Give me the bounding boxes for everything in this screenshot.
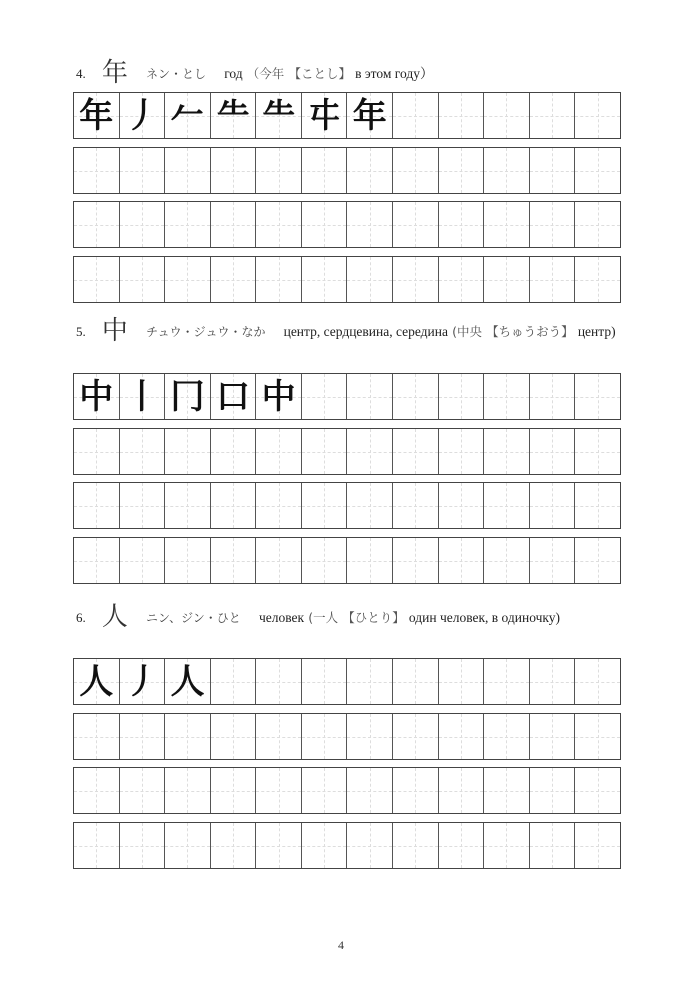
practice-cell <box>256 483 302 528</box>
practice-cell <box>302 429 348 474</box>
practice-cell <box>302 202 348 247</box>
practice-cell <box>211 93 257 138</box>
practice-row <box>73 713 621 760</box>
practice-cell <box>211 768 257 813</box>
practice-cell <box>575 538 620 583</box>
practice-cell <box>575 483 620 528</box>
entry-heading-hito <box>76 602 636 632</box>
practice-cell <box>256 429 302 474</box>
practice-cell <box>165 202 211 247</box>
practice-cell <box>74 148 120 193</box>
practice-cell <box>484 257 530 302</box>
practice-row <box>73 428 621 475</box>
practice-cell <box>347 768 393 813</box>
stroke-order-glyph: 年 <box>79 95 114 136</box>
practice-cell <box>165 93 211 138</box>
practice-cell <box>575 374 620 419</box>
practice-cell <box>575 768 620 813</box>
example-kana: 【ちゅうおう】 <box>486 324 574 339</box>
practice-cell <box>484 202 530 247</box>
practice-cell <box>256 257 302 302</box>
practice-cell <box>120 659 166 704</box>
stroke-order-glyph: ⺧ <box>216 95 251 136</box>
practice-cell <box>211 714 257 759</box>
entry-heading-nen <box>76 58 636 88</box>
practice-cell <box>120 714 166 759</box>
entry-meaning: человек <box>258 610 305 625</box>
practice-cell <box>393 257 439 302</box>
example-meaning: в этом году） <box>355 66 434 81</box>
practice-cell <box>211 374 257 419</box>
practice-cell <box>302 768 348 813</box>
practice-cell <box>439 714 485 759</box>
practice-cell <box>165 538 211 583</box>
practice-cell <box>484 483 530 528</box>
practice-cell <box>256 374 302 419</box>
practice-cell <box>530 202 576 247</box>
practice-cell <box>439 148 485 193</box>
practice-cell <box>439 483 485 528</box>
practice-cell <box>575 148 620 193</box>
practice-cell <box>393 93 439 138</box>
practice-cell <box>575 823 620 868</box>
practice-cell <box>74 93 120 138</box>
practice-cell <box>165 659 211 704</box>
stroke-order-glyph: 人 <box>170 661 205 702</box>
practice-cell <box>439 374 485 419</box>
practice-cell <box>484 374 530 419</box>
practice-cell <box>256 538 302 583</box>
practice-cell <box>393 538 439 583</box>
entry-reading: チュウ・ジュウ・なか <box>146 325 266 339</box>
practice-cell <box>211 483 257 528</box>
practice-cell <box>484 823 530 868</box>
stroke-order-glyph: 人 <box>79 661 114 702</box>
entry-number: 5. <box>76 324 86 339</box>
practice-cell <box>530 429 576 474</box>
practice-cell <box>530 823 576 868</box>
practice-cell <box>256 714 302 759</box>
practice-cell <box>439 429 485 474</box>
practice-cell <box>347 93 393 138</box>
practice-cell <box>484 429 530 474</box>
practice-cell <box>165 148 211 193</box>
practice-cell <box>165 257 211 302</box>
practice-cell <box>165 768 211 813</box>
entry-meaning: год <box>224 66 243 81</box>
practice-cell <box>347 538 393 583</box>
stroke-order-glyph: 㐄 <box>307 95 342 136</box>
practice-cell <box>439 659 485 704</box>
practice-cell <box>74 374 120 419</box>
stroke-order-glyph: 丨 <box>124 376 159 417</box>
practice-cell <box>439 202 485 247</box>
practice-cell <box>74 429 120 474</box>
example-meaning: центр) <box>577 324 616 339</box>
practice-cell <box>302 659 348 704</box>
practice-cell <box>393 148 439 193</box>
practice-cell <box>256 202 302 247</box>
practice-cell <box>439 823 485 868</box>
stroke-order-glyph: 丿 <box>124 95 159 136</box>
practice-cell <box>120 257 166 302</box>
entry-meaning: центр, сердцевина, середина <box>283 324 448 339</box>
practice-cell <box>530 483 576 528</box>
practice-cell <box>484 659 530 704</box>
stroke-order-glyph: ⺧ <box>261 95 296 136</box>
practice-cell <box>347 257 393 302</box>
practice-row <box>73 658 621 705</box>
practice-cell <box>120 93 166 138</box>
practice-cell <box>484 768 530 813</box>
practice-cell <box>302 257 348 302</box>
practice-cell <box>120 374 166 419</box>
practice-row <box>73 147 621 194</box>
entry-heading-naka <box>76 316 636 346</box>
practice-cell <box>484 538 530 583</box>
practice-cell <box>302 823 348 868</box>
practice-cell <box>302 483 348 528</box>
practice-row <box>73 767 621 814</box>
practice-cell <box>256 659 302 704</box>
practice-row <box>73 256 621 303</box>
entry-reading: ネン・とし <box>146 67 207 81</box>
practice-cell <box>165 483 211 528</box>
practice-cell <box>393 429 439 474</box>
practice-cell <box>347 483 393 528</box>
practice-cell <box>575 202 620 247</box>
practice-cell <box>120 429 166 474</box>
practice-cell <box>575 714 620 759</box>
practice-cell <box>393 714 439 759</box>
practice-cell <box>256 823 302 868</box>
practice-cell <box>211 202 257 247</box>
entry-number: 4. <box>76 66 86 81</box>
practice-cell <box>165 714 211 759</box>
practice-cell <box>439 93 485 138</box>
practice-cell <box>302 93 348 138</box>
practice-cell <box>120 538 166 583</box>
practice-cell <box>393 202 439 247</box>
practice-cell <box>347 429 393 474</box>
practice-cell <box>347 148 393 193</box>
practice-cell <box>347 714 393 759</box>
practice-cell <box>120 768 166 813</box>
practice-cell <box>165 823 211 868</box>
practice-cell <box>211 257 257 302</box>
practice-cell <box>74 659 120 704</box>
practice-cell <box>256 768 302 813</box>
practice-cell <box>302 374 348 419</box>
practice-cell <box>120 202 166 247</box>
practice-cell <box>484 148 530 193</box>
practice-cell <box>211 148 257 193</box>
practice-cell <box>530 93 576 138</box>
practice-row <box>73 92 621 139</box>
stroke-order-glyph: 冂 <box>170 376 205 417</box>
practice-row <box>73 373 621 420</box>
practice-row <box>73 537 621 584</box>
entry-reading: ニン、ジン・ひと <box>146 611 241 625</box>
practice-cell <box>393 659 439 704</box>
practice-cell <box>347 202 393 247</box>
practice-cell <box>211 429 257 474</box>
example-word: (中央 <box>452 324 483 339</box>
practice-cell <box>211 659 257 704</box>
example-word: (一人 <box>308 610 339 625</box>
stroke-order-glyph: 𠂉 <box>170 95 205 136</box>
practice-cell <box>530 768 576 813</box>
example-kana: 【ひとり】 <box>342 610 405 625</box>
practice-cell <box>530 538 576 583</box>
practice-cell <box>120 823 166 868</box>
stroke-order-glyph: 中 <box>79 376 114 417</box>
practice-cell <box>439 538 485 583</box>
practice-cell <box>74 714 120 759</box>
practice-cell <box>575 93 620 138</box>
example-kana: 【ことし】 <box>288 66 351 81</box>
entry-kanji: 年 <box>101 58 128 88</box>
practice-cell <box>347 823 393 868</box>
practice-cell <box>575 429 620 474</box>
stroke-order-glyph: 中 <box>261 376 296 417</box>
practice-cell <box>530 714 576 759</box>
practice-cell <box>302 148 348 193</box>
practice-cell <box>165 374 211 419</box>
practice-cell <box>74 538 120 583</box>
practice-cell <box>484 93 530 138</box>
practice-row <box>73 201 621 248</box>
entry-kanji: 中 <box>101 316 128 346</box>
practice-cell <box>211 538 257 583</box>
practice-cell <box>393 374 439 419</box>
practice-cell <box>302 714 348 759</box>
practice-cell <box>256 93 302 138</box>
practice-cell <box>347 659 393 704</box>
practice-cell <box>74 483 120 528</box>
example-word: （今年 <box>246 66 285 81</box>
practice-cell <box>530 374 576 419</box>
entry-kanji: 人 <box>101 602 128 632</box>
practice-cell <box>393 768 439 813</box>
practice-cell <box>74 768 120 813</box>
practice-cell <box>120 148 166 193</box>
practice-cell <box>74 202 120 247</box>
practice-cell <box>120 483 166 528</box>
stroke-order-glyph: 口 <box>216 376 251 417</box>
practice-cell <box>211 823 257 868</box>
practice-cell <box>575 257 620 302</box>
practice-cell <box>439 257 485 302</box>
practice-row <box>73 482 621 529</box>
practice-cell <box>74 823 120 868</box>
practice-cell <box>393 823 439 868</box>
practice-cell <box>393 483 439 528</box>
practice-cell <box>165 429 211 474</box>
practice-cell <box>256 148 302 193</box>
practice-cell <box>439 768 485 813</box>
practice-cell <box>302 538 348 583</box>
stroke-order-glyph: 年 <box>352 95 387 136</box>
practice-cell <box>74 257 120 302</box>
practice-cell <box>347 374 393 419</box>
practice-row <box>73 822 621 869</box>
practice-cell <box>530 659 576 704</box>
practice-cell <box>484 714 530 759</box>
practice-cell <box>530 148 576 193</box>
practice-cell <box>575 659 620 704</box>
stroke-order-glyph: 丿 <box>124 661 159 702</box>
entry-number: 6. <box>76 610 86 625</box>
page-number: 4 <box>338 938 344 952</box>
practice-cell <box>530 257 576 302</box>
example-meaning: один человек, в одиночку) <box>408 610 561 625</box>
